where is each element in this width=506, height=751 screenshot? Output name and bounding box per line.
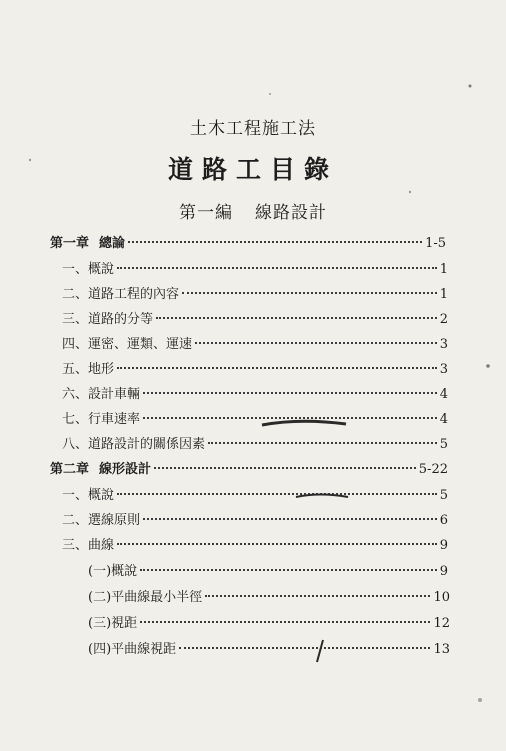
page-number: 4 bbox=[439, 412, 448, 427]
toc-entry-label: 二、道路工程的內容 bbox=[62, 287, 180, 302]
page-number: 3 bbox=[439, 362, 448, 377]
toc-entry-label: 五、地形 bbox=[62, 362, 115, 377]
ink-stroke bbox=[262, 421, 346, 425]
toc-entry-label: 六、設計車輛 bbox=[62, 387, 141, 402]
chapter-label: 第一章 bbox=[50, 236, 90, 251]
page-number: 2 bbox=[439, 312, 448, 327]
page-number: 1 bbox=[439, 262, 448, 277]
page-number: 3 bbox=[439, 337, 448, 352]
page-number: 9 bbox=[439, 564, 448, 579]
part-label: 第一編 bbox=[179, 203, 233, 223]
toc-entry-label: 三、道路的分等 bbox=[62, 312, 154, 327]
book-title: 土木工程施工法 bbox=[190, 119, 316, 139]
toc-entry-label: 四、運密、運類、運速 bbox=[62, 337, 193, 352]
page-number: 9 bbox=[439, 538, 448, 553]
ink-stroke bbox=[296, 495, 348, 498]
dust-spot bbox=[29, 159, 31, 161]
page-number: 13 bbox=[433, 642, 450, 657]
dust-spot bbox=[409, 191, 411, 193]
page-number: 5 bbox=[439, 437, 448, 452]
toc-entry-label: 三、曲線 bbox=[62, 538, 115, 553]
toc-entry-label: (四)平曲線視距 bbox=[88, 642, 177, 657]
toc-heading: 道路工目錄 bbox=[167, 155, 338, 184]
dust-spot bbox=[486, 364, 490, 368]
toc-entry-label: 一、概說 bbox=[62, 262, 115, 277]
dust-spot bbox=[469, 85, 472, 88]
toc-entry-label: (一)概說 bbox=[88, 564, 138, 579]
toc-entry-label: (三)視距 bbox=[88, 616, 138, 631]
page-number: 10 bbox=[433, 590, 450, 605]
page-number: 12 bbox=[433, 616, 450, 631]
dust-spot bbox=[269, 93, 271, 95]
toc-entry-label: 二、選線原則 bbox=[62, 513, 141, 528]
page-number: 5-22 bbox=[418, 462, 448, 477]
toc-entry-label: (二)平曲線最小半徑 bbox=[88, 590, 203, 605]
page-number: 4 bbox=[439, 387, 448, 402]
chapter-title: 線形設計 bbox=[99, 462, 152, 477]
toc-entry-label: 七、行車速率 bbox=[62, 412, 141, 427]
page-number: 1-5 bbox=[425, 236, 446, 251]
toc-entry-label: 一、概說 bbox=[62, 488, 115, 503]
part-title: 線路設計 bbox=[255, 203, 327, 223]
page-number: 6 bbox=[439, 513, 448, 528]
page-number: 1 bbox=[439, 287, 448, 302]
page-number: 5 bbox=[439, 488, 448, 503]
chapter-label: 第二章 bbox=[50, 462, 90, 477]
ink-stroke bbox=[317, 640, 323, 662]
toc-entry-label: 八、道路設計的關係因素 bbox=[62, 437, 206, 452]
dust-spot bbox=[478, 698, 482, 702]
chapter-title: 總論 bbox=[99, 236, 126, 251]
